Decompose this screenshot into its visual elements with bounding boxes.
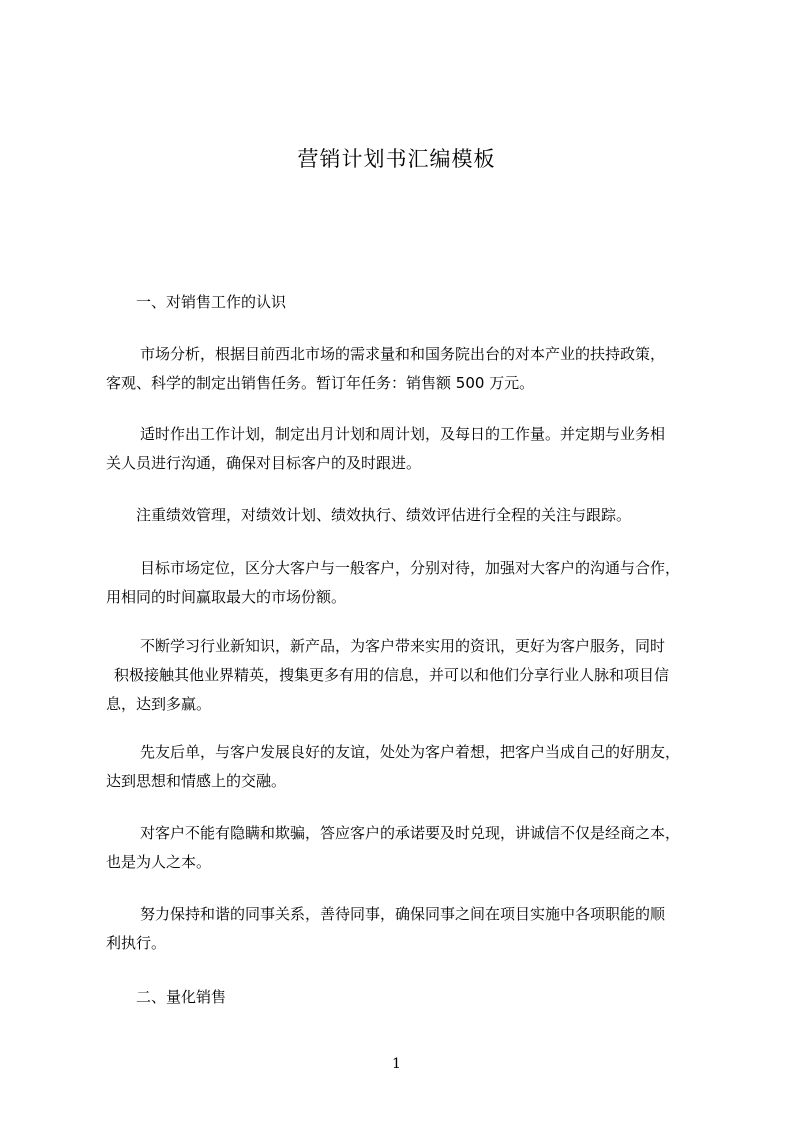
paragraph-line: 息，达到多赢。 — [106, 695, 212, 713]
paragraph-line: 积极接触其他业界精英，搜集更多有用的信息，并可以和他们分享行业人脉和项目信 — [114, 666, 670, 684]
paragraph-8 — [106, 900, 696, 958]
section-heading-1: 一、对销售工作的认识 — [136, 293, 287, 311]
page-number: 1 — [392, 1056, 401, 1072]
paragraph-line: 利执行。 — [106, 934, 167, 952]
paragraph-line: 努力保持和谐的同事关系，善待同事，确保同事之间在项目实施中各项职能的顺 — [140, 905, 666, 923]
paragraph-line: 用相同的时间赢取最大的市场份额。 — [106, 588, 347, 606]
paragraph-line: 也是为人之本。 — [106, 853, 212, 871]
paragraph-line: 目标市场定位，区分大客户与一般客户，分别对待，加强对大客户的沟通与合作， — [140, 559, 681, 577]
paragraph-2 — [106, 420, 696, 478]
paragraph-line: 不断学习行业新知识，新产品，为客户带来实用的资讯，更好为客户服务，同时 — [140, 637, 666, 655]
paragraph-line: 客观、科学的制定出销售任务。暂订年任务：销售额 500 万元。 — [106, 374, 535, 392]
paragraph-line: 注重绩效管理，对绩效计划、绩效执行、绩效评估进行全程的关注与跟踪。 — [136, 506, 632, 524]
paragraph-5 — [106, 632, 696, 719]
paragraph-line: 对客户不能有隐瞒和欺骗，答应客户的承诺要及时兑现，讲诚信不仅是经商之本， — [140, 824, 681, 842]
paragraph-3 — [106, 501, 696, 530]
paragraph-line: 达到思想和情感上的交融。 — [106, 772, 287, 790]
paragraph-line: 关人员进行沟通，确保对目标客户的及时跟进。 — [106, 454, 422, 472]
paragraph-line: 市场分析，根据目前西北市场的需求量和和国务院出台的对本产业的扶持政策， — [140, 345, 666, 363]
paragraph-line: 适时作出工作计划，制定出月计划和周计划，及每日的工作量。并定期与业务相 — [140, 425, 666, 443]
paragraph-7 — [106, 819, 696, 877]
document-title: 营销计划书汇编模板 — [297, 147, 496, 171]
paragraph-line: 先友后单，与客户发展良好的友谊，处处为客户着想，把客户当成自己的好朋友， — [140, 743, 681, 761]
paragraph-1 — [106, 340, 696, 398]
paragraph-4 — [106, 554, 696, 612]
section-heading-2: 二、量化销售 — [136, 988, 227, 1006]
paragraph-6 — [106, 738, 696, 796]
